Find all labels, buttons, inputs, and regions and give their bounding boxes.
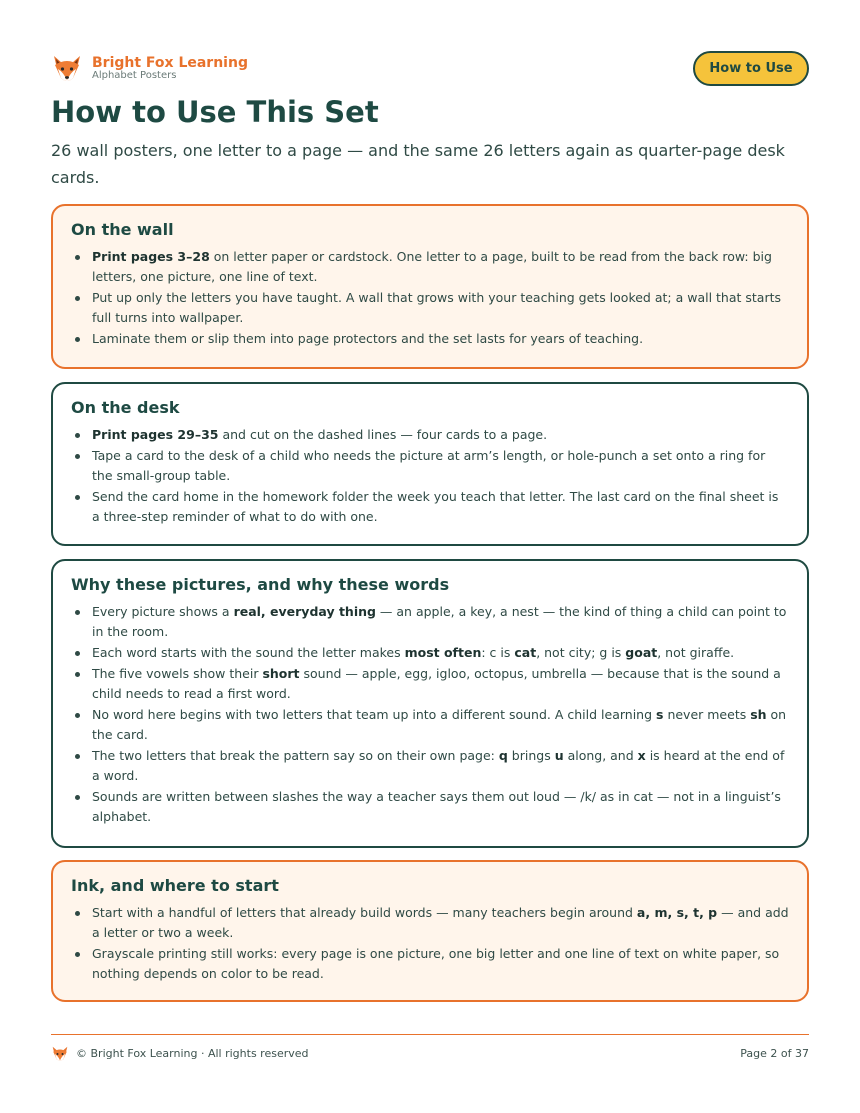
section-list [71, 602, 789, 827]
list-item: Send the card home in the homework folder the week you teach that letter. The last card on the final sheet is a three-step reminder of what to do with one. [71, 487, 789, 527]
emphasis-text: a, m, s, t, p [636, 905, 718, 920]
footer-copyright: © Bright Fox Learning · All rights reserved [76, 1047, 309, 1060]
emphasis-text: sh [750, 707, 767, 722]
section-list [71, 425, 789, 527]
list-item: Tape a card to the desk of a child who needs the picture at arm’s length, or hole-punch a set onto a ring for the small-group table. [71, 446, 789, 486]
page-number: Page 2 of 37 [740, 1047, 809, 1060]
page-header [51, 50, 809, 90]
list-item: Start with a handful of letters that already build words — many teachers begin around a, m, s, t, p — and add a letter or two a week. [71, 903, 789, 943]
list-item: Put up only the letters you have taught. A wall that grows with your teaching gets looked at; a wall that starts full turns into wallpaper. [71, 288, 789, 328]
emphasis-text: x [637, 748, 646, 763]
emphasis-text: real, everyday thing [233, 604, 376, 619]
section-ink-where-to-start [51, 860, 809, 1002]
list-item: Print pages 3–28 on letter paper or cardstock. One letter to a page, built to be read from the back row: big letters, one picture, one line of text. [71, 247, 789, 287]
footer-divider [51, 1034, 809, 1035]
list-item: Print pages 29–35 and cut on the dashed lines — four cards to a page. [71, 425, 789, 445]
intro-text: 26 wall posters, one letter to a page — and the same 26 letters again as quarter-page desk cards. [51, 141, 785, 187]
list-item: Laminate them or slip them into page protectors and the set lasts for years of teaching. [71, 329, 789, 349]
list-item: Each word starts with the sound the letter makes most often: c is cat, not city; g is goat, not giraffe. [71, 643, 789, 663]
emphasis-text: Print pages 29–35 [92, 427, 219, 442]
section-heading: Ink, and where to start [71, 876, 279, 895]
list-item: No word here begins with two letters that team up into a different sound. A child learning s never meets sh on the card. [71, 705, 789, 745]
list-item: Every picture shows a real, everyday thing — an apple, a key, a nest — the kind of thing a child can point to in the room. [71, 602, 789, 642]
section-list [71, 247, 789, 349]
emphasis-text: Print pages 3–28 [92, 249, 210, 264]
list-item: The two letters that break the pattern say so on their own page: q brings u along, and x is heard at the end of a word. [71, 746, 789, 786]
list-item: The five vowels show their short sound — apple, egg, igloo, octopus, umbrella — because that is the sound a child needs to read a first word. [71, 664, 789, 704]
section-heading: On the desk [71, 398, 180, 417]
emphasis-text: goat [625, 645, 658, 660]
list-item: Grayscale printing still works: every page is one picture, one big letter and one line of text on white paper, so nothing depends on color to be read. [71, 944, 789, 984]
emphasis-text: cat [514, 645, 537, 660]
emphasis-text: short [262, 666, 300, 681]
emphasis-text: most often [404, 645, 482, 660]
section-on-the-desk [51, 382, 809, 546]
list-item: Sounds are written between slashes the way a teacher says them out loud — /k/ as in cat — not in a linguist’s alphabet. [71, 787, 789, 827]
emphasis-text: q [498, 748, 508, 763]
section-heading: Why these pictures, and why these words [71, 575, 450, 594]
brand-name: Bright Fox Learning [92, 55, 248, 71]
section-on-the-wall [51, 204, 809, 369]
brand-subtitle: Alphabet Posters [92, 70, 177, 81]
fox-logo-icon [51, 53, 83, 85]
page-title: How to Use This Set [51, 95, 379, 129]
section-why-pictures-words [51, 559, 809, 848]
fox-footer-icon [51, 1045, 69, 1063]
section-list [71, 903, 789, 984]
emphasis-text: u [554, 748, 564, 763]
section-heading: On the wall [71, 220, 174, 239]
emphasis-text: s [656, 707, 664, 722]
how-to-use-badge[interactable]: How to Use [693, 51, 809, 86]
